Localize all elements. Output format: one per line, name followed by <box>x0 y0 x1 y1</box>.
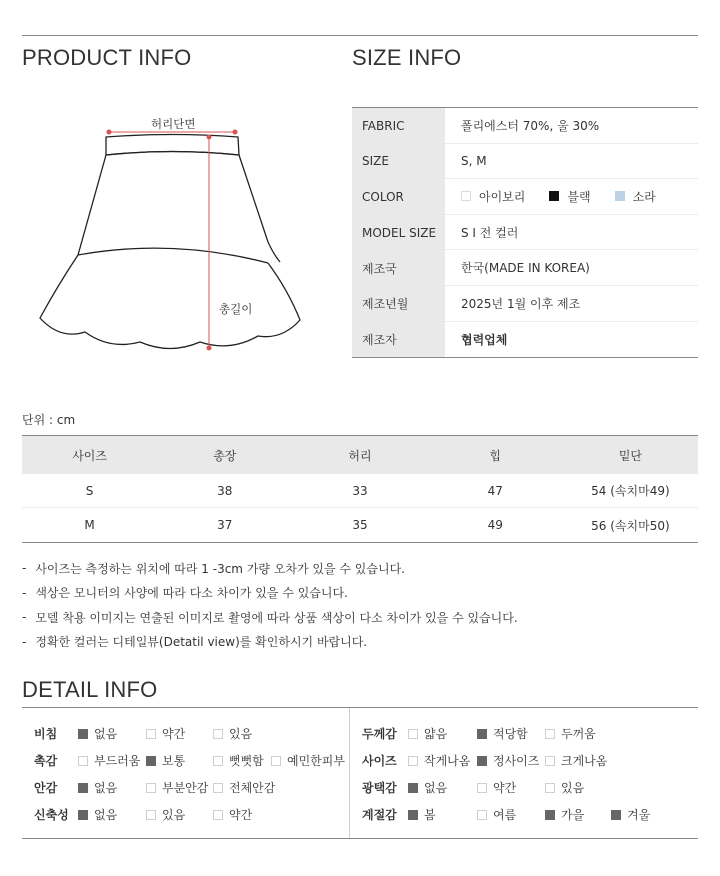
detail-option <box>545 725 596 742</box>
detail-option-label: 얇음 <box>424 727 448 741</box>
detail-option-label: 보통 <box>162 754 186 768</box>
unchecked-box-icon <box>213 729 223 739</box>
unchecked-box-icon <box>146 810 156 820</box>
detail-option <box>78 725 117 742</box>
table-cell: S <box>85 483 94 498</box>
color-name: 소라 <box>632 189 656 204</box>
detail-option <box>146 725 185 742</box>
detail-option <box>477 725 528 742</box>
info-key: SIZE <box>352 144 445 180</box>
color-name: 아이보리 <box>479 189 526 204</box>
unchecked-box-icon <box>271 756 281 766</box>
size-notes <box>22 556 698 654</box>
detail-option <box>213 806 252 823</box>
table-cell: 35 <box>352 518 368 532</box>
info-key: 제조년월 <box>352 286 445 322</box>
detail-option <box>477 806 516 823</box>
detail-option <box>545 806 584 823</box>
color-sky <box>615 188 656 205</box>
detail-option <box>408 725 447 742</box>
note-dash: - <box>22 634 27 649</box>
detail-option <box>146 752 185 769</box>
detail-label: 두께감 <box>362 727 397 741</box>
detail-option-label: 있음 <box>162 808 186 822</box>
note-dash: - <box>22 610 27 625</box>
detail-option <box>408 806 436 823</box>
detail-option <box>611 806 650 823</box>
checked-box-icon <box>146 756 156 766</box>
detail-option-label: 부분안감 <box>162 781 209 795</box>
note-item <box>22 581 698 606</box>
table-cell: 49 <box>487 518 503 532</box>
detail-option-label: 적당함 <box>493 727 528 741</box>
table-cell: 47 <box>487 483 503 498</box>
table-cell: 37 <box>217 518 233 532</box>
detail-option <box>213 779 275 796</box>
info-key: MODEL SIZE <box>352 215 445 251</box>
note-text: 모델 착용 이미지는 연출된 이미지로 촬영에 따라 상품 색상이 다소 차이가 있을 수 있습니다. <box>35 610 518 625</box>
info-value: S, M <box>445 144 698 180</box>
header-cell: 힙 <box>489 448 501 463</box>
detail-option <box>545 779 584 796</box>
product-info-heading: PRODUCT INFO <box>22 45 192 70</box>
color-black <box>549 188 590 205</box>
detail-option <box>78 752 140 769</box>
detail-option <box>146 779 208 796</box>
waist-label: 허리단면 <box>151 117 196 131</box>
detail-option <box>477 752 539 769</box>
table-cell: M <box>84 518 95 532</box>
skirt-illustration <box>30 110 315 370</box>
measurement-table <box>22 435 698 543</box>
note-item <box>22 630 698 655</box>
checked-box-icon <box>477 756 487 766</box>
unchecked-box-icon <box>146 783 156 793</box>
detail-label: 비침 <box>34 727 58 741</box>
detail-option-label: 봄 <box>424 808 436 822</box>
header-cell: 사이즈 <box>72 448 107 463</box>
detail-option <box>408 779 447 796</box>
unchecked-box-icon <box>213 810 223 820</box>
unit-label: 단위 : cm <box>22 413 76 427</box>
checked-box-icon <box>78 729 88 739</box>
info-key: COLOR <box>352 179 445 215</box>
info-key: FABRIC <box>352 108 445 144</box>
info-key: 제조국 <box>352 250 445 286</box>
unchecked-box-icon <box>213 756 223 766</box>
detail-info-table <box>22 707 698 839</box>
detail-option <box>146 806 185 823</box>
table-cell: 38 <box>217 483 233 498</box>
table-row <box>22 508 698 542</box>
unchecked-box-icon <box>545 756 555 766</box>
unchecked-box-icon <box>545 783 555 793</box>
note-text: 정확한 컬러는 디테일뷰(Detatil view)를 확인하시기 바랍니다. <box>35 635 368 650</box>
length-label: 총길이 <box>219 302 253 316</box>
detail-option <box>78 779 117 796</box>
unchecked-box-icon <box>408 729 418 739</box>
table-cell: 33 <box>352 483 368 498</box>
detail-option-label: 뻣뻣함 <box>229 754 264 768</box>
unchecked-box-icon <box>146 729 156 739</box>
note-dash: - <box>22 585 27 600</box>
checked-box-icon <box>611 810 621 820</box>
detail-option <box>408 752 470 769</box>
info-value: 한국(MADE IN KOREA) <box>445 250 698 286</box>
table-header <box>22 436 698 474</box>
black-swatch <box>549 191 559 201</box>
note-item <box>22 556 698 581</box>
detail-label: 사이즈 <box>362 754 397 768</box>
detail-option <box>213 725 252 742</box>
note-item <box>22 605 698 630</box>
detail-option <box>78 806 117 823</box>
top-divider <box>22 35 698 36</box>
detail-option-label: 부드러움 <box>94 754 141 768</box>
detail-option-label: 있음 <box>561 781 585 795</box>
detail-option <box>545 752 607 769</box>
detail-option <box>477 779 516 796</box>
color-name: 블랙 <box>567 189 591 204</box>
note-text: 사이즈는 측정하는 위치에 따라 1 -3cm 가량 오차가 있을 수 있습니다. <box>35 561 405 576</box>
detail-info-heading: DETAIL INFO <box>22 677 158 702</box>
detail-option-label: 없음 <box>94 808 118 822</box>
detail-option-label: 여름 <box>493 808 517 822</box>
info-value: 폴리에스터 70%, 울 30% <box>445 108 698 144</box>
detail-label: 신축성 <box>34 808 69 822</box>
detail-option-label: 없음 <box>94 727 118 741</box>
checked-box-icon <box>477 729 487 739</box>
checked-box-icon <box>78 783 88 793</box>
checked-box-icon <box>408 783 418 793</box>
info-key: 제조자 <box>352 322 445 358</box>
detail-option-label: 없음 <box>94 781 118 795</box>
info-row-model-size <box>352 215 698 251</box>
info-value: 협력업체 <box>461 332 508 347</box>
checked-box-icon <box>408 810 418 820</box>
unchecked-box-icon <box>78 756 88 766</box>
unchecked-box-icon <box>477 810 487 820</box>
checked-box-icon <box>545 810 555 820</box>
detail-option <box>271 752 345 769</box>
detail-option-label: 없음 <box>424 781 448 795</box>
ivory-swatch <box>461 191 471 201</box>
note-text: 색상은 모니터의 사양에 따라 다소 차이가 있을 수 있습니다. <box>35 586 348 601</box>
sky-swatch <box>615 191 625 201</box>
detail-option-label: 약간 <box>493 781 517 795</box>
unchecked-box-icon <box>408 756 418 766</box>
detail-label: 촉감 <box>34 754 58 768</box>
detail-label: 광택감 <box>362 781 397 795</box>
info-value: S I 전 컬러 <box>445 215 698 251</box>
detail-option-label: 작게나옴 <box>424 754 471 768</box>
info-row-fabric <box>352 108 698 144</box>
color-options <box>445 179 698 215</box>
size-info-table <box>352 107 698 358</box>
detail-option-label: 약간 <box>162 727 186 741</box>
info-row-size <box>352 144 698 180</box>
table-row <box>22 474 698 508</box>
info-value: 2025년 1월 이후 제조 <box>445 286 698 322</box>
size-info-heading: SIZE INFO <box>352 45 462 70</box>
detail-option-label: 크게나옴 <box>561 754 608 768</box>
detail-option-label: 두꺼움 <box>561 727 596 741</box>
info-row-manufacture-date <box>352 286 698 322</box>
header-cell: 밑단 <box>618 448 642 463</box>
detail-option-label: 약간 <box>229 808 253 822</box>
skirt-diagram <box>30 110 315 370</box>
detail-option-label: 정사이즈 <box>493 754 540 768</box>
unchecked-box-icon <box>213 783 223 793</box>
table-cell: 54 (속치마49) <box>591 484 670 498</box>
info-row-origin <box>352 250 698 286</box>
header-cell: 총장 <box>213 448 237 463</box>
note-dash: - <box>22 561 27 576</box>
detail-label: 안감 <box>34 781 58 795</box>
color-ivory <box>461 188 525 205</box>
info-row-manufacturer <box>352 322 698 358</box>
detail-divider <box>349 708 350 838</box>
detail-option-label: 있음 <box>229 727 253 741</box>
detail-label: 계절감 <box>362 808 397 822</box>
info-row-color <box>352 179 698 215</box>
unchecked-box-icon <box>545 729 555 739</box>
detail-option-label: 가을 <box>561 808 585 822</box>
detail-option-label: 겨울 <box>627 808 651 822</box>
detail-option-label: 예민한피부 <box>287 754 345 768</box>
unchecked-box-icon <box>477 783 487 793</box>
table-cell: 56 (속치마50) <box>591 518 670 533</box>
detail-option-label: 전체안감 <box>229 781 276 795</box>
detail-option <box>213 752 264 769</box>
header-cell: 허리 <box>348 448 372 463</box>
checked-box-icon <box>78 810 88 820</box>
